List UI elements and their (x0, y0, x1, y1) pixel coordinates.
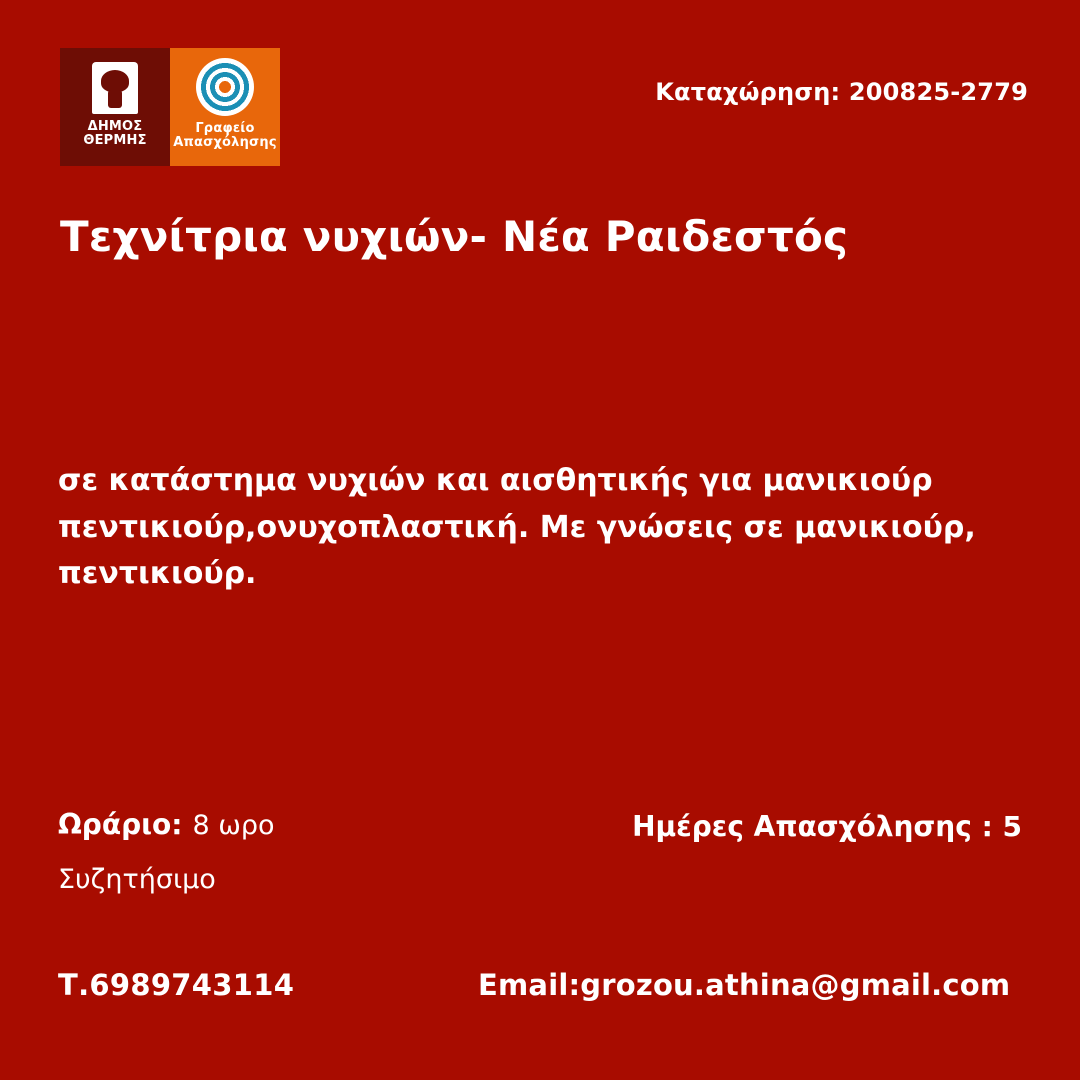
logo-municipality-line2: ΘΕΡΜΗΣ (83, 132, 147, 148)
logo-municipality-caption (83, 120, 146, 147)
contact-info (58, 968, 1022, 1014)
logo-employment-caption (173, 122, 276, 149)
job-details (58, 808, 1022, 895)
spiral-icon (196, 58, 254, 116)
logo-employment-line1: Γραφείο (195, 121, 255, 136)
hours-note: Συζητήσιμο (58, 864, 216, 895)
working-days: Ημέρες Απασχόλησης : 5 (632, 810, 1022, 843)
hours-value: 8 ωρο (192, 810, 275, 841)
logo-municipality-thermi (60, 48, 170, 166)
municipality-crest-icon (92, 62, 138, 114)
contact-phone[interactable]: Τ.6989743114 (58, 968, 295, 1002)
logo-employment-office (170, 48, 280, 166)
hours-label: Ωράριο: (58, 808, 183, 841)
logo-municipality-line1: ΔΗΜΟΣ (87, 119, 143, 134)
logo-group (60, 48, 280, 166)
logo-employment-line2: Απασχόλησης (173, 134, 277, 150)
registration-number: Καταχώρηση: 200825-2779 (655, 78, 1028, 106)
job-description: σε κατάστημα νυχιών και αισθητικής για μανικιούρ πεντικιούρ,ονυχοπλαστική. Με γνώσεις σε μανικιούρ, πεντικιούρ. (58, 463, 976, 591)
job-title: Τεχνίτρια νυχιών- Νέα Ραιδεστός (60, 212, 849, 261)
poster-header (60, 48, 1028, 168)
contact-email[interactable]: Email:grozou.athina@gmail.com (478, 968, 1011, 1002)
job-details-row (58, 808, 1022, 895)
